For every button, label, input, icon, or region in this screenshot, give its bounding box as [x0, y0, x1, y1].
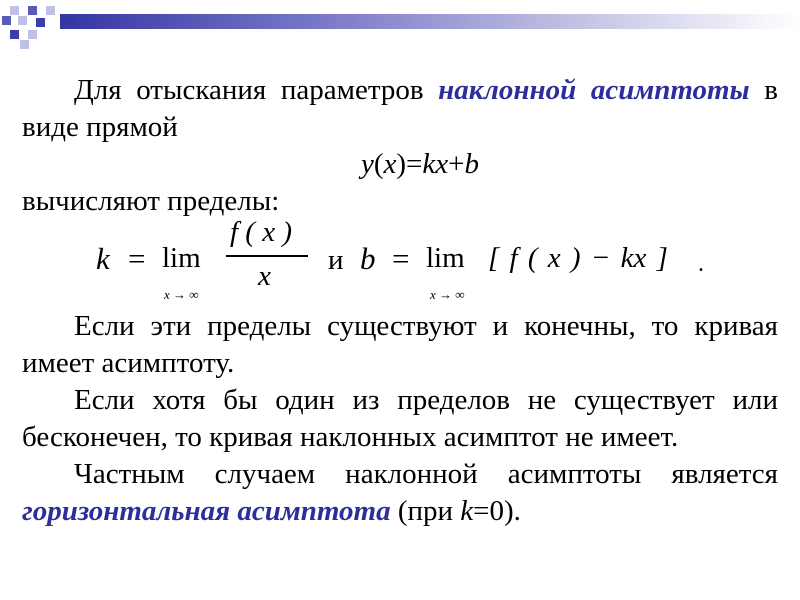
- fraction-denominator: x: [258, 260, 271, 292]
- formula-k: k: [96, 241, 110, 276]
- deco-square: [28, 6, 37, 15]
- paragraph-intro: [22, 72, 778, 146]
- paragraph-horizontal: [22, 456, 778, 530]
- formula-equals: =: [128, 241, 146, 276]
- eq-b: b: [464, 148, 480, 180]
- formula-and: и: [328, 244, 344, 276]
- deco-square: [2, 16, 11, 25]
- line-equation: [22, 146, 778, 183]
- deco-square: [10, 30, 19, 39]
- paragraph-exists: Если эти пределы существуют и конечны, то кривая имеет асимптоту.: [22, 310, 778, 379]
- fraction-numerator: f ( x ): [230, 216, 292, 248]
- formula-bracket-expression: [ f ( x ) − kx ]: [488, 242, 668, 274]
- formula-equals: =: [392, 241, 410, 276]
- deco-square: [36, 18, 45, 27]
- eq-kx: kx: [422, 148, 449, 180]
- compute-line: вычисляют пределы:: [22, 185, 280, 217]
- formula-b: b: [360, 241, 376, 276]
- text-fragment: =0).: [473, 495, 521, 527]
- deco-square: [46, 6, 55, 15]
- eq-x: x: [383, 148, 397, 180]
- term-oblique-asymptote: наклонной асимптоты: [438, 74, 750, 106]
- deco-square: [10, 6, 19, 15]
- text-fragment: в виде прямой: [22, 74, 778, 143]
- formula-lim: lim: [426, 242, 465, 274]
- eq-plus: +: [448, 148, 465, 180]
- slide-body: [22, 72, 778, 530]
- deco-square: [28, 30, 37, 39]
- header-decoration: [0, 0, 800, 50]
- formula-lim-subscript: x → ∞: [164, 287, 199, 302]
- header-gradient-bar: [60, 14, 800, 29]
- eq-y: y: [360, 148, 374, 180]
- text-fragment: Частным случаем наклонной асимптоты является: [74, 458, 778, 490]
- var-k: k: [460, 495, 474, 527]
- eq-paren-equals: )=: [396, 148, 423, 180]
- limit-formulas: [22, 216, 778, 308]
- eq-paren: (: [373, 148, 384, 180]
- paragraph-not-exists: Если хотя бы один из пределов не существует или бесконечен, то кривая наклонных асимптот не имеет.: [22, 384, 778, 453]
- term-horizontal-asymptote: горизонтальная асимптота: [22, 495, 391, 527]
- formula-lim-subscript: x → ∞: [430, 287, 465, 302]
- fraction-line: [226, 255, 308, 257]
- deco-square: [18, 16, 27, 25]
- text-fragment: (при: [390, 495, 461, 527]
- formula-period: .: [698, 251, 704, 277]
- text-fragment: Для отыскания параметров: [74, 74, 439, 106]
- deco-square: [20, 40, 29, 49]
- formula-lim: lim: [162, 242, 201, 274]
